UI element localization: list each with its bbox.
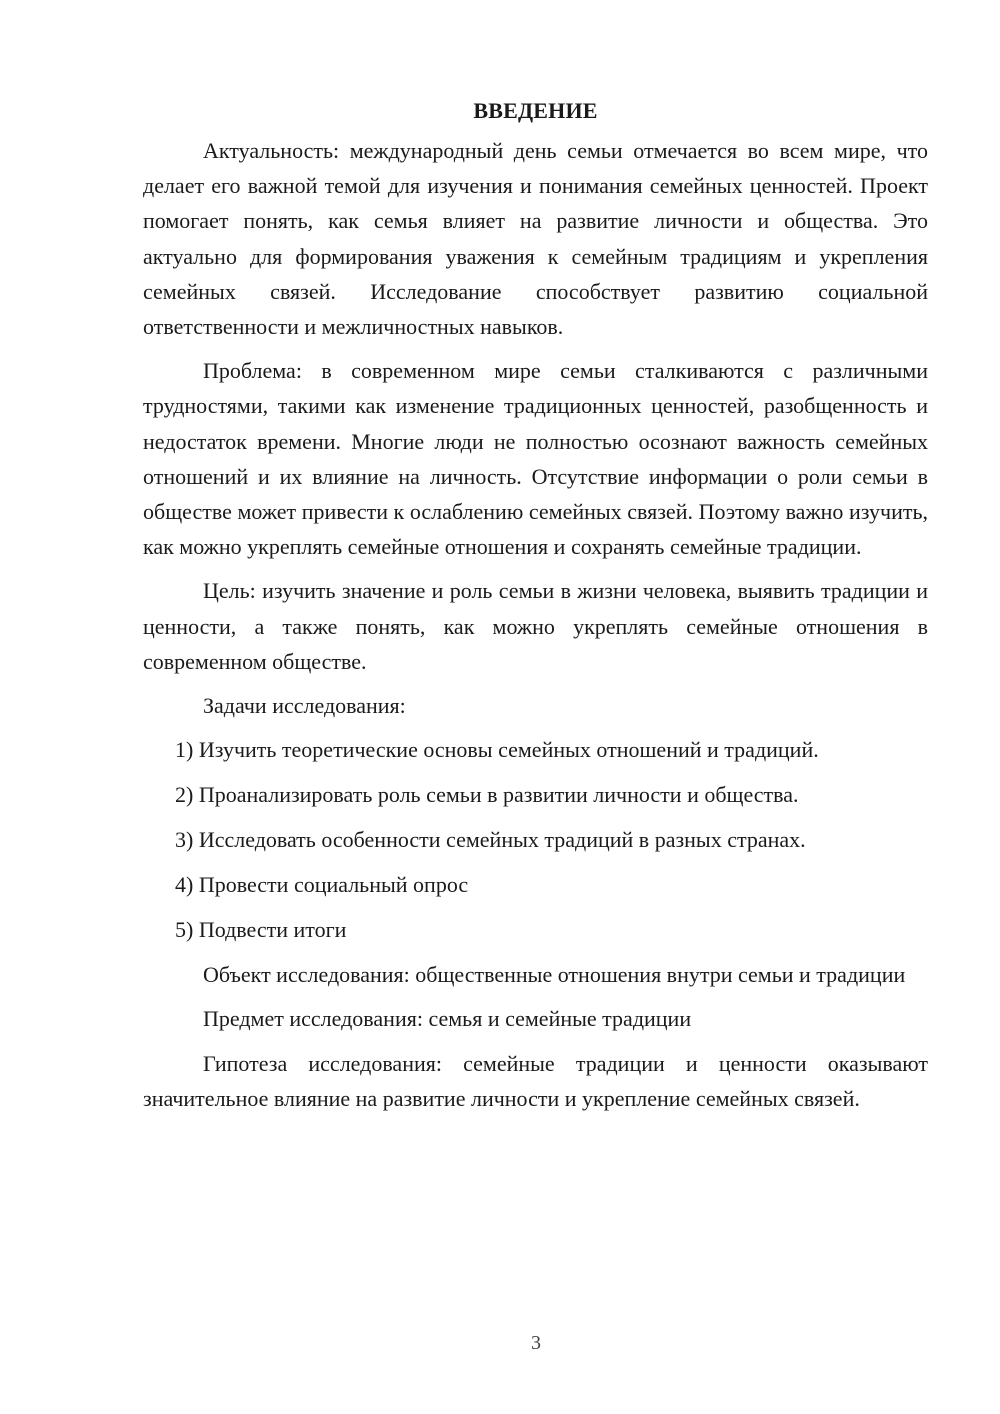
section-heading: ВВЕДЕНИЕ — [473, 98, 598, 123]
problem-paragraph: Проблема: в современном мире семьи сталкиваются с различными трудностями, такими как изменение традиционных ценностей, разобщенность и недостаток времени. Многие люди не полностью осознают важность семейных отношений и их влияние на личность. Отсутствие информации о роли семьи в обществе может привести к ослаблению семейных связей. Поэтому важно изучить, как можно укреплять семейные отношения и сохранять семейные традиции. — [143, 358, 928, 560]
task-list — [143, 732, 928, 947]
object-paragraph: Объект исследования: общественные отношения внутри семьи и традиции — [203, 962, 906, 988]
task-item: 2) Проанализировать роль семьи в развитии личности и общества. — [175, 782, 799, 808]
hypothesis-paragraph: Гипотеза исследования: семейные традиции и ценности оказывают значительное влияние на развитие личности и укрепление семейных связей. — [143, 1050, 928, 1111]
task-item: 1) Изучить теоретические основы семейных отношений и традиций. — [175, 737, 819, 763]
tasks-title: Задачи исследования: — [203, 693, 406, 719]
task-item: 4) Провести социальный опрос — [175, 872, 469, 898]
task-item: 5) Подвести итоги — [175, 917, 347, 943]
goal-paragraph: Цель: изучить значение и роль семьи в жизни человека, выявить традиции и ценности, а также понять, как можно укреплять семейные отношения в современном обществе. — [143, 578, 928, 674]
task-item: 3) Исследовать особенности семейных традиций в разных странах. — [175, 827, 806, 853]
subject-paragraph: Предмет исследования: семья и семейные традиции — [203, 1006, 692, 1032]
relevance-paragraph: Актуальность: международный день семьи отмечается во всем мире, что делает его важной темой для изучения и понимания семейных ценностей. Проект помогает понять, как семья влияет на развитие личности и общества. Это актуально для формирования уважения к семейным традициям и укрепления семейных связей. Исследование способствует развитию социальной ответственности и межличностных навыков. — [143, 138, 928, 340]
page-content — [143, 95, 928, 1125]
page-number: 3 — [531, 1332, 541, 1354]
